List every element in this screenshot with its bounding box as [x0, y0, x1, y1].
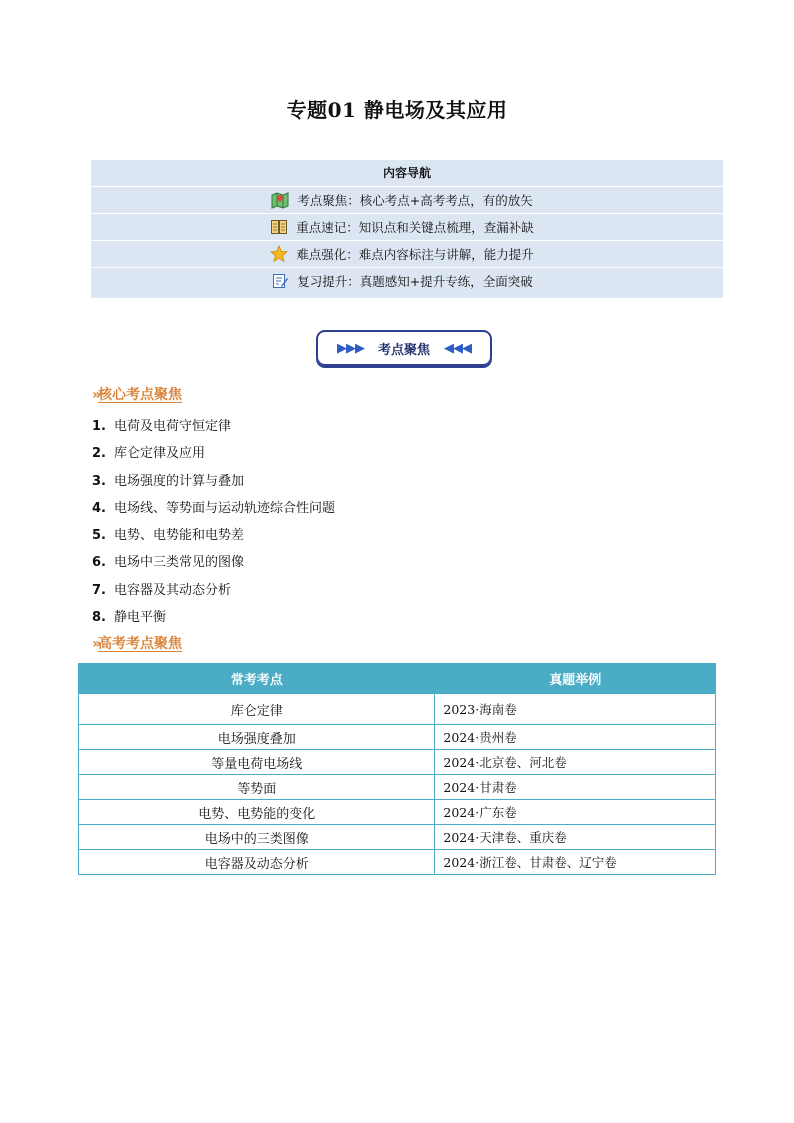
section-banner: [316, 330, 492, 366]
star-icon: [270, 245, 288, 263]
item-text: 静电平衡: [114, 610, 167, 626]
nav-row-difficulty: [91, 241, 723, 268]
nav-row-key-notes: [91, 214, 723, 241]
table-row: [79, 750, 716, 775]
item-text: 电势、电势能和电势差: [114, 528, 245, 544]
table-row: [79, 694, 716, 725]
topic-cell: 库仑定律: [79, 694, 435, 725]
item-number: 6.: [92, 555, 106, 571]
item-text: 电场线、等势面与运动轨迹综合性问题: [114, 500, 336, 516]
double-chevron-icon: »: [92, 636, 98, 652]
item-text: 电场中三类常见的图像: [114, 555, 245, 571]
topic-cell: 等量电荷电场线: [79, 750, 435, 775]
item-number: 8.: [92, 610, 106, 626]
list-item: [92, 522, 335, 549]
edit-icon: [271, 272, 289, 290]
list-item: [92, 440, 335, 467]
item-text: 库仑定律及应用: [114, 446, 206, 462]
column-header: 常考考点: [79, 664, 435, 694]
table-row: [79, 825, 716, 850]
content-navigation: [91, 160, 723, 298]
nav-row-label: 难点强化：难点内容标注与讲解，能力提升: [296, 247, 534, 262]
table-row: [79, 850, 716, 875]
nav-row-label: 重点速记：知识点和关键点梳理，查漏补缺: [296, 220, 534, 235]
map-icon: [271, 191, 289, 209]
example-cell: 2024·广东卷: [435, 800, 716, 825]
list-item: [92, 577, 335, 604]
item-number: 2.: [92, 446, 106, 462]
nav-row-label: 考点聚焦：核心考点+高考考点，有的放矢: [297, 193, 533, 208]
core-heading: [92, 384, 182, 404]
example-cell: 2024·浙江卷、甘肃卷、辽宁卷: [435, 850, 716, 875]
page-title: 专题01 静电场及其应用: [286, 98, 508, 122]
right-arrows-icon: ▶▶▶: [336, 340, 364, 356]
list-item: [92, 413, 335, 440]
nav-row-exam-focus: [91, 187, 723, 214]
core-heading-text: 核心考点聚焦: [98, 387, 183, 403]
column-header: 真题举例: [435, 664, 716, 694]
book-icon: [270, 218, 288, 236]
nav-header: 内容导航: [91, 160, 723, 187]
item-number: 5.: [92, 528, 106, 544]
example-cell: 2024·北京卷、河北卷: [435, 750, 716, 775]
item-number: 1.: [92, 419, 106, 434]
item-number: 7.: [92, 582, 106, 598]
banner-label: 考点聚焦: [377, 342, 430, 358]
item-number: 3.: [92, 473, 106, 489]
example-cell: 2024·天津卷、重庆卷: [435, 825, 716, 850]
double-chevron-icon: »: [92, 387, 98, 403]
list-item: [92, 604, 335, 631]
left-arrows-icon: ◀◀◀: [444, 340, 471, 356]
table-row: [79, 800, 716, 825]
example-cell: 2024·甘肃卷: [435, 775, 716, 800]
table-header-row: [79, 664, 716, 694]
item-text: 电荷及电荷守恒定律: [114, 419, 232, 434]
list-item: [92, 549, 335, 576]
topic-cell: 等势面: [79, 775, 435, 800]
topic-cell: 电场强度叠加: [79, 725, 435, 750]
nav-row-label: 复习提升：真题感知+提升专练，全面突破: [297, 274, 533, 289]
example-cell: 2023·海南卷: [435, 694, 716, 725]
item-text: 电场强度的计算与叠加: [114, 473, 245, 489]
item-number: 4.: [92, 500, 106, 516]
topic-cell: 电势、电势能的变化: [79, 800, 435, 825]
nav-row-review: [91, 268, 723, 294]
list-item: [92, 468, 335, 495]
topic-cell: 电场中的三类图像: [79, 825, 435, 850]
table-row: [79, 775, 716, 800]
example-cell: 2024·贵州卷: [435, 725, 716, 750]
exam-heading: [92, 633, 182, 653]
table-row: [79, 725, 716, 750]
exam-heading-text: 高考考点聚焦: [98, 636, 183, 652]
exam-topics-table: [78, 663, 716, 875]
core-topic-list: [92, 413, 335, 631]
list-item: [92, 495, 335, 522]
item-text: 电容器及其动态分析: [114, 582, 232, 598]
topic-cell: 电容器及动态分析: [79, 850, 435, 875]
